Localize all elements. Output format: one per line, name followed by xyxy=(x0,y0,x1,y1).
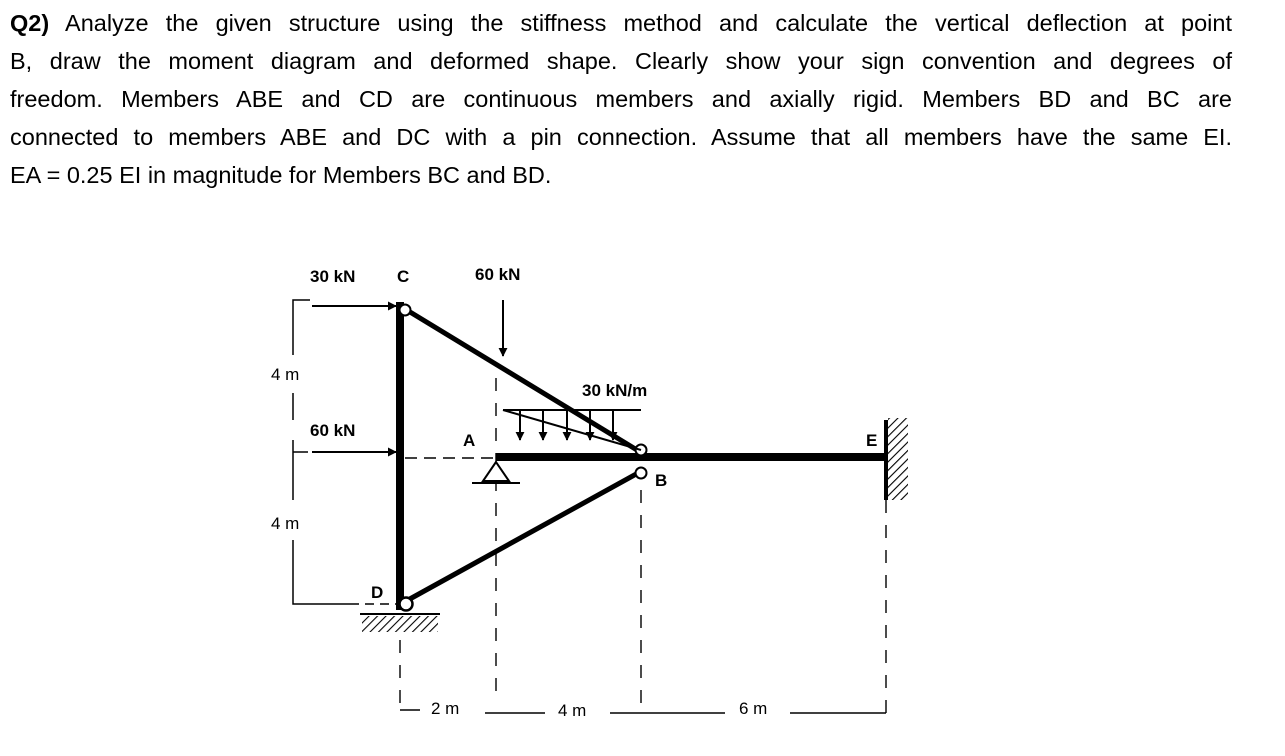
support-A xyxy=(472,462,520,483)
point-E-label: E xyxy=(866,431,878,450)
upper-height-label: 4 m xyxy=(271,365,300,384)
load-60kN-horizontal-label: 60 kN xyxy=(310,421,356,440)
question-line-5: EA = 0.25 EI in magnitude for Members BC and BD. xyxy=(10,162,552,188)
load-30kN-label: 30 kN xyxy=(310,267,356,286)
span-BE-label: 6 m xyxy=(739,699,768,718)
question-line-4: connected to members ABE and DC with a pin connection. Assume that all members have the same EI. xyxy=(10,124,1232,150)
question-number: Q2) xyxy=(10,10,50,36)
span-dimensions xyxy=(400,710,886,713)
span-AB-label: 4 m xyxy=(558,701,587,720)
point-A-label: A xyxy=(463,431,476,450)
lower-height-label: 4 m xyxy=(271,514,300,533)
pin-B-bottom xyxy=(636,468,647,479)
question-line-3: freedom. Members ABE and CD are continuous members and axially rigid. Members BD and BC are xyxy=(10,86,1232,112)
pin-D xyxy=(400,598,413,611)
distributed-load xyxy=(503,410,641,450)
point-C-label: C xyxy=(397,267,410,286)
question-line-2: B, draw the moment diagram and deformed shape. Clearly show your sign convention and degrees of xyxy=(10,48,1232,74)
fixed-support-E xyxy=(886,418,908,500)
load-60kN-vertical-label: 60 kN xyxy=(475,265,521,284)
distributed-load-label: 30 kN/m xyxy=(582,381,648,400)
point-D-label: D xyxy=(371,583,384,602)
span-DA-label: 2 m xyxy=(431,699,460,718)
question-line-1: Q2) Analyze the given structure using the stiffness method and calculate the vertical deflection at point xyxy=(10,10,1232,36)
fixed-support-D xyxy=(360,614,440,632)
member-BD xyxy=(408,473,638,600)
point-B-label: B xyxy=(655,471,668,490)
pin-C xyxy=(400,305,411,316)
